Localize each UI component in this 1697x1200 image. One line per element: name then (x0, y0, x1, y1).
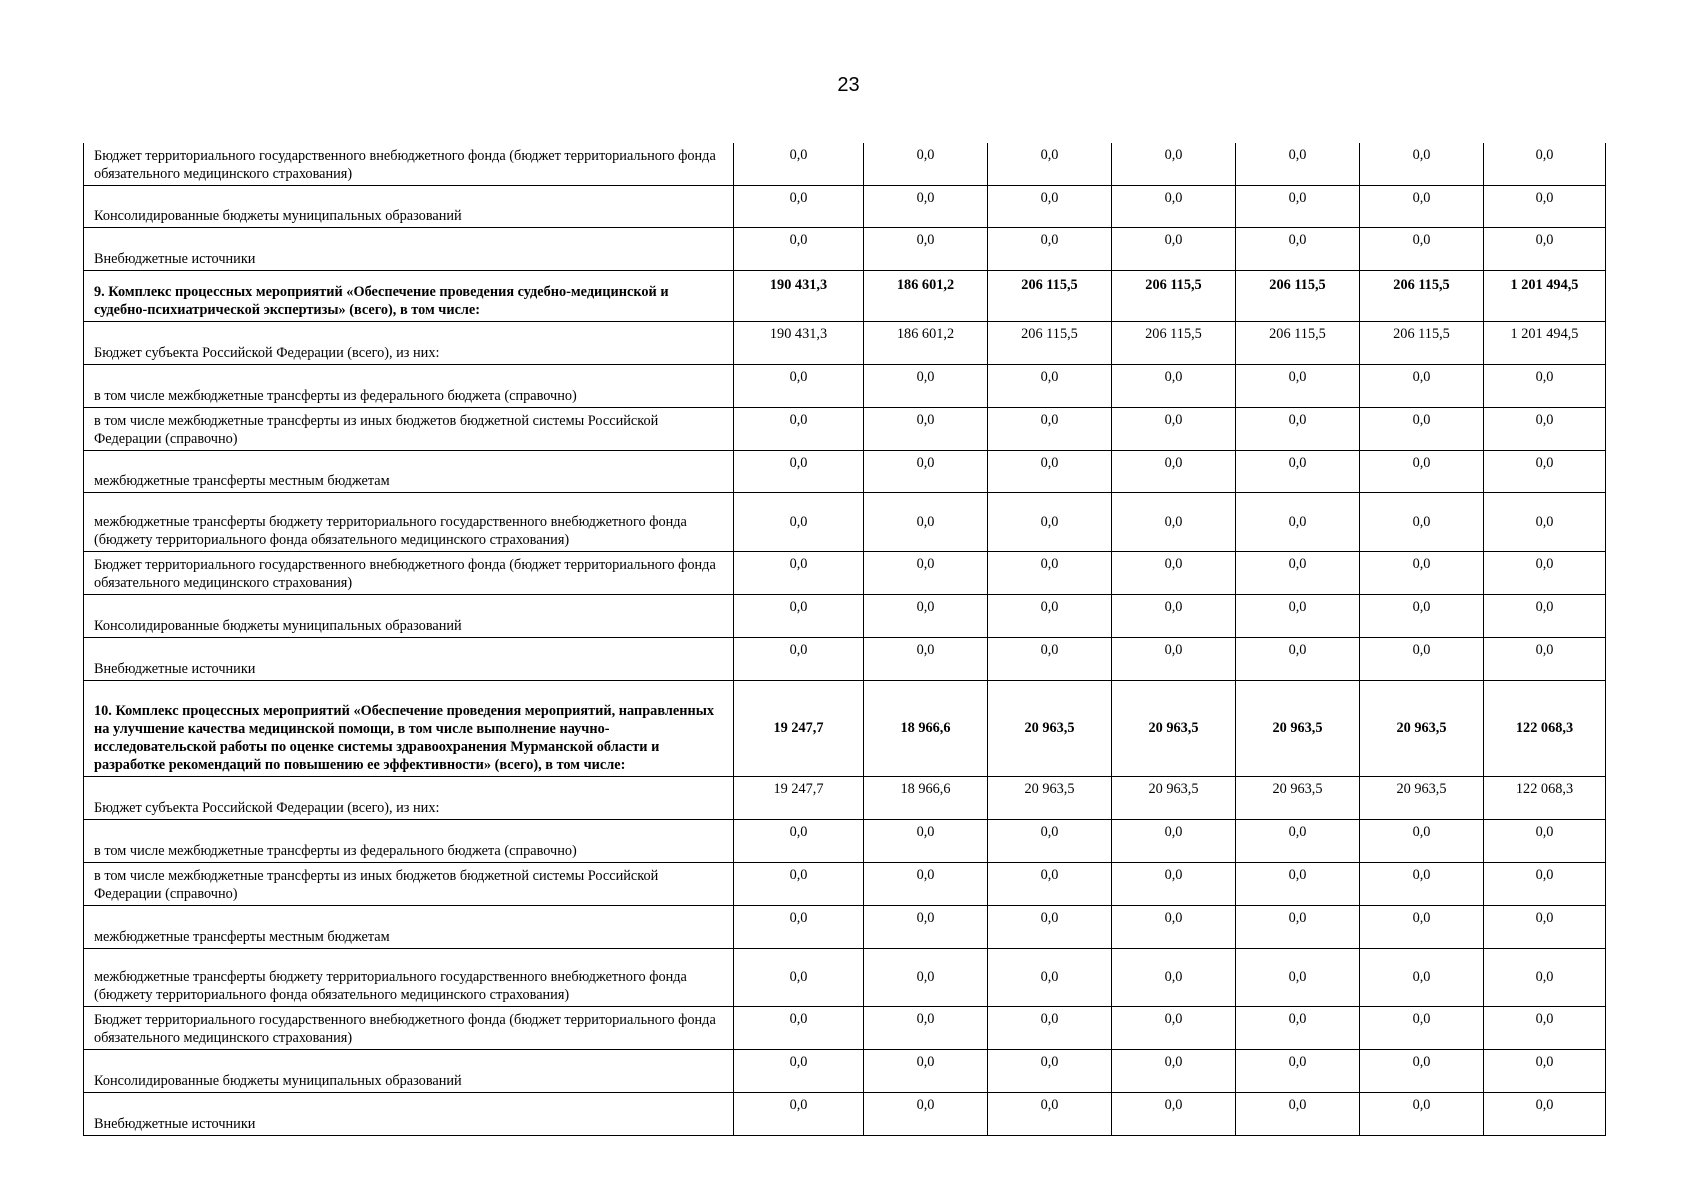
year-value-cell: 0,0 (988, 407, 1112, 450)
year-value-cell: 0,0 (1360, 862, 1484, 905)
row-total-cell: 0,0 (1484, 637, 1606, 680)
year-value-cell: 186 601,2 (864, 321, 988, 364)
row-total-cell: 0,0 (1484, 492, 1606, 551)
year-value-cell: 0,0 (864, 637, 988, 680)
year-value-cell: 206 115,5 (1112, 270, 1236, 321)
year-value-cell: 20 963,5 (1236, 776, 1360, 819)
year-value-cell: 206 115,5 (1360, 321, 1484, 364)
year-value-cell: 0,0 (1112, 450, 1236, 492)
year-value-cell: 0,0 (864, 1049, 988, 1092)
table-row (84, 1049, 1606, 1092)
year-value-cell: 0,0 (1112, 905, 1236, 948)
year-value-cell: 0,0 (1236, 637, 1360, 680)
row-label: Внебюджетные источники (84, 1092, 734, 1135)
year-value-cell: 0,0 (988, 594, 1112, 637)
row-label: Бюджет территориального государственного внебюджетного фонда (бюджет территориального фонда обязательного медицинского страхования) (84, 143, 734, 185)
year-value-cell: 0,0 (734, 948, 864, 1006)
year-value-cell: 0,0 (734, 492, 864, 551)
row-total-cell: 0,0 (1484, 364, 1606, 407)
year-value-cell: 0,0 (1236, 364, 1360, 407)
year-value-cell: 0,0 (1236, 1006, 1360, 1049)
table-section-row (84, 680, 1606, 776)
row-total-cell: 0,0 (1484, 450, 1606, 492)
year-value-cell: 0,0 (1236, 905, 1360, 948)
row-label: в том числе межбюджетные трансферты из федерального бюджета (справочно) (84, 819, 734, 862)
row-total-cell: 0,0 (1484, 819, 1606, 862)
year-value-cell: 0,0 (988, 1049, 1112, 1092)
row-label: Бюджет субъекта Российской Федерации (всего), из них: (84, 321, 734, 364)
year-value-cell: 0,0 (988, 227, 1112, 270)
year-value-cell: 20 963,5 (1360, 776, 1484, 819)
table-row (84, 819, 1606, 862)
year-value-cell: 0,0 (864, 492, 988, 551)
year-value-cell: 0,0 (734, 1092, 864, 1135)
year-value-cell: 0,0 (1236, 143, 1360, 185)
year-value-cell: 0,0 (1236, 819, 1360, 862)
row-total-cell: 0,0 (1484, 948, 1606, 1006)
year-value-cell: 0,0 (1360, 948, 1484, 1006)
row-label: Консолидированные бюджеты муниципальных образований (84, 185, 734, 227)
year-value-cell: 206 115,5 (1112, 321, 1236, 364)
year-value-cell: 0,0 (1236, 185, 1360, 227)
row-label: в том числе межбюджетные трансферты из иных бюджетов бюджетной системы Российской Федерации (справочно) (84, 862, 734, 905)
year-value-cell: 0,0 (1360, 1092, 1484, 1135)
year-value-cell: 0,0 (1112, 364, 1236, 407)
row-total-cell: 0,0 (1484, 862, 1606, 905)
year-value-cell: 0,0 (1236, 862, 1360, 905)
year-value-cell: 0,0 (734, 364, 864, 407)
year-value-cell: 19 247,7 (734, 776, 864, 819)
year-value-cell: 0,0 (988, 364, 1112, 407)
year-value-cell: 0,0 (734, 905, 864, 948)
year-value-cell: 0,0 (1112, 407, 1236, 450)
page-number: 23 (837, 74, 860, 96)
year-value-cell: 0,0 (1112, 594, 1236, 637)
year-value-cell: 0,0 (1360, 637, 1484, 680)
year-value-cell: 0,0 (734, 594, 864, 637)
row-total-cell: 122 068,3 (1484, 776, 1606, 819)
year-value-cell: 206 115,5 (988, 270, 1112, 321)
table-row (84, 551, 1606, 594)
year-value-cell: 0,0 (864, 450, 988, 492)
year-value-cell: 19 247,7 (734, 680, 864, 776)
year-value-cell: 0,0 (1236, 1092, 1360, 1135)
year-value-cell: 0,0 (864, 819, 988, 862)
year-value-cell: 206 115,5 (1360, 270, 1484, 321)
year-value-cell: 0,0 (1236, 551, 1360, 594)
year-value-cell: 0,0 (988, 1006, 1112, 1049)
row-total-cell: 0,0 (1484, 1092, 1606, 1135)
year-value-cell: 0,0 (988, 492, 1112, 551)
table-row (84, 450, 1606, 492)
year-value-cell: 0,0 (734, 1049, 864, 1092)
row-total-cell: 0,0 (1484, 143, 1606, 185)
year-value-cell: 0,0 (1360, 407, 1484, 450)
table-row (84, 492, 1606, 551)
row-label: Консолидированные бюджеты муниципальных образований (84, 1049, 734, 1092)
year-value-cell: 0,0 (734, 143, 864, 185)
year-value-cell: 0,0 (864, 862, 988, 905)
row-label: Бюджет территориального государственного внебюджетного фонда (бюджет территориального фонда обязательного медицинского страхования) (84, 1006, 734, 1049)
year-value-cell: 0,0 (1360, 450, 1484, 492)
table-row (84, 905, 1606, 948)
table-row (84, 364, 1606, 407)
year-value-cell: 0,0 (1236, 594, 1360, 637)
year-value-cell: 0,0 (1112, 948, 1236, 1006)
row-label: Внебюджетные источники (84, 227, 734, 270)
year-value-cell: 0,0 (1112, 185, 1236, 227)
year-value-cell: 0,0 (864, 227, 988, 270)
year-value-cell: 0,0 (988, 905, 1112, 948)
table-row (84, 637, 1606, 680)
table-row (84, 185, 1606, 227)
year-value-cell: 0,0 (1360, 143, 1484, 185)
table-row (84, 594, 1606, 637)
year-value-cell: 0,0 (1360, 1049, 1484, 1092)
year-value-cell: 20 963,5 (988, 776, 1112, 819)
row-label: в том числе межбюджетные трансферты из федерального бюджета (справочно) (84, 364, 734, 407)
year-value-cell: 0,0 (1112, 1049, 1236, 1092)
year-value-cell: 18 966,6 (864, 776, 988, 819)
year-value-cell: 0,0 (1236, 948, 1360, 1006)
year-value-cell: 0,0 (1360, 905, 1484, 948)
year-value-cell: 20 963,5 (1236, 680, 1360, 776)
year-value-cell: 0,0 (1360, 227, 1484, 270)
table-row (84, 407, 1606, 450)
year-value-cell: 190 431,3 (734, 321, 864, 364)
year-value-cell: 20 963,5 (1112, 776, 1236, 819)
year-value-cell: 186 601,2 (864, 270, 988, 321)
row-label: Бюджет субъекта Российской Федерации (всего), из них: (84, 776, 734, 819)
table-row (84, 862, 1606, 905)
year-value-cell: 0,0 (1112, 492, 1236, 551)
table-row (84, 1006, 1606, 1049)
budget-table-body (84, 143, 1606, 1135)
row-label: межбюджетные трансферты бюджету территориального государственного внебюджетного фонда (бюджету территориального фонда обязательного медицинского страхования) (84, 948, 734, 1006)
year-value-cell: 20 963,5 (1112, 680, 1236, 776)
year-value-cell: 0,0 (988, 1092, 1112, 1135)
year-value-cell: 0,0 (864, 948, 988, 1006)
year-value-cell: 0,0 (988, 185, 1112, 227)
row-total-cell: 0,0 (1484, 227, 1606, 270)
row-total-cell: 0,0 (1484, 185, 1606, 227)
year-value-cell: 0,0 (1112, 551, 1236, 594)
row-label: в том числе межбюджетные трансферты из иных бюджетов бюджетной системы Российской Федерации (справочно) (84, 407, 734, 450)
table-row (84, 948, 1606, 1006)
row-total-cell: 122 068,3 (1484, 680, 1606, 776)
year-value-cell: 0,0 (1236, 492, 1360, 551)
year-value-cell: 0,0 (1360, 364, 1484, 407)
year-value-cell: 0,0 (734, 637, 864, 680)
year-value-cell: 0,0 (1112, 143, 1236, 185)
row-total-cell: 1 201 494,5 (1484, 321, 1606, 364)
row-total-cell: 0,0 (1484, 594, 1606, 637)
table-row (84, 1092, 1606, 1135)
table-section-row (84, 270, 1606, 321)
year-value-cell: 0,0 (864, 1006, 988, 1049)
year-value-cell: 0,0 (734, 185, 864, 227)
year-value-cell: 0,0 (988, 551, 1112, 594)
row-label: Консолидированные бюджеты муниципальных образований (84, 594, 734, 637)
row-total-cell: 0,0 (1484, 551, 1606, 594)
year-value-cell: 0,0 (1360, 185, 1484, 227)
year-value-cell: 206 115,5 (1236, 270, 1360, 321)
year-value-cell: 0,0 (988, 143, 1112, 185)
year-value-cell: 0,0 (734, 227, 864, 270)
year-value-cell: 0,0 (1112, 637, 1236, 680)
row-total-cell: 0,0 (1484, 407, 1606, 450)
year-value-cell: 0,0 (734, 819, 864, 862)
year-value-cell: 0,0 (1112, 227, 1236, 270)
year-value-cell: 0,0 (864, 1092, 988, 1135)
year-value-cell: 0,0 (864, 551, 988, 594)
year-value-cell: 0,0 (1360, 551, 1484, 594)
year-value-cell: 0,0 (734, 1006, 864, 1049)
year-value-cell: 206 115,5 (1236, 321, 1360, 364)
year-value-cell: 0,0 (1360, 492, 1484, 551)
year-value-cell: 0,0 (864, 594, 988, 637)
year-value-cell: 0,0 (988, 948, 1112, 1006)
year-value-cell: 0,0 (1360, 1006, 1484, 1049)
year-value-cell: 0,0 (734, 862, 864, 905)
table-row (84, 776, 1606, 819)
year-value-cell: 206 115,5 (988, 321, 1112, 364)
year-value-cell: 0,0 (988, 819, 1112, 862)
row-label: межбюджетные трансферты бюджету территориального государственного внебюджетного фонда (бюджету территориального фонда обязательного медицинского страхования) (84, 492, 734, 551)
year-value-cell: 0,0 (988, 450, 1112, 492)
budget-table (83, 143, 1606, 1136)
table-row (84, 321, 1606, 364)
row-total-cell: 0,0 (1484, 905, 1606, 948)
row-label: межбюджетные трансферты местным бюджетам (84, 450, 734, 492)
year-value-cell: 190 431,3 (734, 270, 864, 321)
row-label: межбюджетные трансферты местным бюджетам (84, 905, 734, 948)
year-value-cell: 20 963,5 (988, 680, 1112, 776)
year-value-cell: 0,0 (864, 905, 988, 948)
year-value-cell: 0,0 (1360, 594, 1484, 637)
year-value-cell: 18 966,6 (864, 680, 988, 776)
year-value-cell: 0,0 (864, 407, 988, 450)
year-value-cell: 0,0 (734, 551, 864, 594)
year-value-cell: 0,0 (734, 450, 864, 492)
row-label: 9. Комплекс процессных мероприятий «Обеспечение проведения судебно-медицинской и судебно-психиатрической экспертизы» (всего), в том числе: (84, 270, 734, 321)
row-label: 10. Комплекс процессных мероприятий «Обеспечение проведения мероприятий, направленных на улучшение качества медицинской помощи, в том числе выполнение научно-исследовательской работы по оценке системы здравоохранения Мурманской области и разработке рекомендаций по повышению ее эффективности» (всего), в том числе: (84, 680, 734, 776)
year-value-cell: 0,0 (1236, 407, 1360, 450)
year-value-cell: 0,0 (864, 143, 988, 185)
year-value-cell: 0,0 (1112, 1092, 1236, 1135)
year-value-cell: 0,0 (1236, 1049, 1360, 1092)
year-value-cell: 0,0 (1236, 227, 1360, 270)
year-value-cell: 0,0 (988, 637, 1112, 680)
row-total-cell: 0,0 (1484, 1049, 1606, 1092)
year-value-cell: 0,0 (1360, 819, 1484, 862)
table-row (84, 143, 1606, 185)
year-value-cell: 0,0 (988, 862, 1112, 905)
row-label: Внебюджетные источники (84, 637, 734, 680)
row-label: Бюджет территориального государственного внебюджетного фонда (бюджет территориального фонда обязательного медицинского страхования) (84, 551, 734, 594)
year-value-cell: 0,0 (1112, 862, 1236, 905)
year-value-cell: 0,0 (1236, 450, 1360, 492)
year-value-cell: 0,0 (864, 185, 988, 227)
year-value-cell: 0,0 (734, 407, 864, 450)
year-value-cell: 0,0 (1112, 819, 1236, 862)
year-value-cell: 20 963,5 (1360, 680, 1484, 776)
year-value-cell: 0,0 (1112, 1006, 1236, 1049)
row-total-cell: 0,0 (1484, 1006, 1606, 1049)
row-total-cell: 1 201 494,5 (1484, 270, 1606, 321)
year-value-cell: 0,0 (864, 364, 988, 407)
table-row (84, 227, 1606, 270)
